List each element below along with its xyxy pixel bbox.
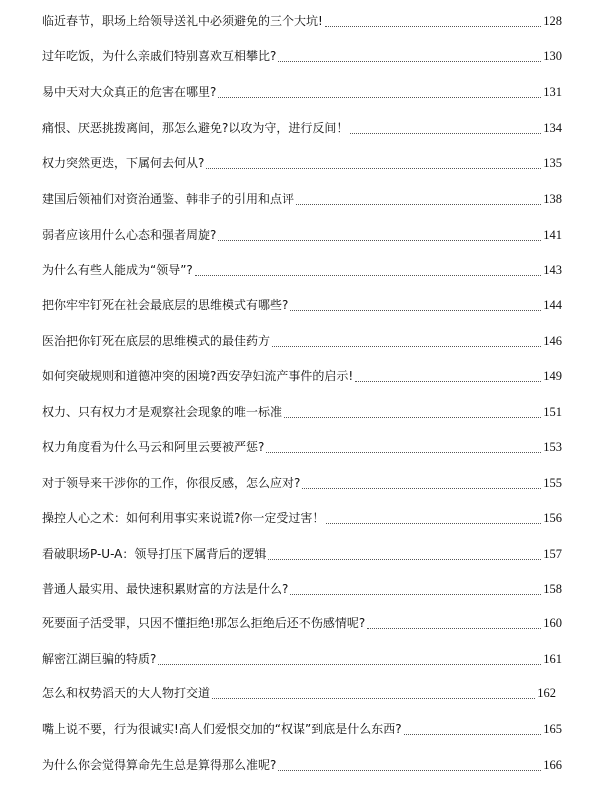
- toc-entry[interactable]: [42, 545, 562, 565]
- toc-entry-page: 138: [543, 192, 562, 206]
- toc-entry-title: 把你牢牢钉死在社会最底层的思维模式有哪些?: [42, 298, 289, 312]
- dot-leader: [296, 204, 541, 205]
- toc-entry-title: 权力、只有权力才是观察社会现象的唯一标准: [42, 405, 283, 419]
- dot-leader: [266, 452, 541, 453]
- dot-leader: [268, 559, 541, 560]
- dot-leader: [218, 97, 541, 98]
- toc-entry[interactable]: [42, 226, 562, 246]
- toc-entry-page: 134: [543, 121, 562, 135]
- toc-entry-page: 130: [543, 49, 562, 63]
- toc-entry[interactable]: [42, 47, 562, 67]
- toc-entry-page: 165: [543, 722, 562, 736]
- toc-entry[interactable]: [42, 438, 562, 458]
- toc-entry-title: 弱者应该用什么心态和强者周旋?: [42, 228, 217, 242]
- toc-entry-title: 易中天对大众真正的危害在哪里?: [42, 85, 217, 99]
- toc-entry-page: 135: [543, 156, 562, 170]
- toc-entry-page: 131: [543, 85, 562, 99]
- toc-entry-title: 过年吃饭，为什么亲戚们特别喜欢互相攀比?: [42, 49, 277, 63]
- toc-entry-page: 146: [543, 334, 562, 348]
- toc-entry[interactable]: [42, 12, 562, 32]
- toc-entry-title: 医治把你钉死在底层的思维模式的最佳药方: [42, 334, 271, 348]
- toc-entry-page: 144: [543, 298, 562, 312]
- toc-entry-title: 权力角度看为什么马云和阿里云要被严惩?: [42, 440, 265, 454]
- dot-leader: [290, 310, 541, 311]
- dot-leader: [404, 734, 542, 735]
- toc-entry-page: 151: [543, 405, 562, 419]
- dot-leader: [158, 664, 541, 665]
- toc-entry[interactable]: [42, 83, 562, 103]
- dot-leader: [284, 417, 541, 418]
- toc-entry[interactable]: [42, 509, 562, 529]
- dot-leader: [367, 628, 541, 629]
- dot-leader: [302, 488, 541, 489]
- toc-entry[interactable]: [42, 403, 562, 423]
- toc-entry[interactable]: [42, 296, 562, 316]
- toc-entry[interactable]: [42, 190, 562, 210]
- toc-entry-page: 149: [543, 369, 562, 383]
- dot-leader: [350, 133, 541, 134]
- dot-leader: [326, 523, 541, 524]
- dot-leader: [325, 26, 541, 27]
- dot-leader: [218, 240, 541, 241]
- toc-entry[interactable]: [42, 119, 562, 139]
- toc-entry[interactable]: [42, 756, 562, 776]
- toc-entry[interactable]: [42, 367, 562, 387]
- toc-entry-title: 操控人心之术：如何利用事实来说谎?你一定受过害！: [42, 511, 325, 525]
- toc-entry-page: 141: [543, 228, 562, 242]
- toc-entry-title: 权力突然更迭，下属何去何从?: [42, 156, 205, 170]
- toc-entry-page: 143: [543, 263, 562, 277]
- dot-leader: [195, 275, 541, 276]
- toc-entry-title: 死要面子活受罪，只因不懂拒绝!那怎么拒绝后还不伤感情呢?: [42, 616, 366, 630]
- dot-leader: [278, 770, 541, 771]
- toc-entry-page: 160: [543, 616, 562, 630]
- toc-entry[interactable]: [42, 650, 562, 670]
- toc-entry-page: 156: [543, 511, 562, 525]
- toc-entry-title: 建国后领袖们对资治通鉴、韩非子的引用和点评: [42, 192, 295, 206]
- dot-leader: [212, 698, 535, 699]
- toc-entry-title: 怎么和权势滔天的大人物打交道: [42, 686, 211, 700]
- toc-entry-page: 158: [543, 582, 562, 596]
- toc-entry-title: 为什么你会觉得算命先生总是算得那么准呢?: [42, 758, 277, 772]
- dot-leader: [206, 168, 541, 169]
- toc-entry-title: 临近春节，职场上给领导送礼中必须避免的三个大坑!: [42, 14, 323, 28]
- toc-entry-title: 为什么有些人能成为“领导”?: [42, 263, 193, 277]
- toc-entry[interactable]: [42, 684, 556, 704]
- toc-entry[interactable]: [42, 614, 562, 634]
- toc-entry[interactable]: [42, 474, 562, 494]
- toc-entry[interactable]: [42, 261, 562, 281]
- toc-entry-page: 128: [543, 14, 562, 28]
- toc-entry-page: 161: [543, 652, 562, 666]
- toc-entry-page: 155: [543, 476, 562, 490]
- dot-leader: [278, 61, 541, 62]
- toc-entry-title: 普通人最实用、最快速积累财富的方法是什么?: [42, 582, 289, 596]
- dot-leader: [272, 346, 541, 347]
- toc-entry-page: 157: [543, 547, 562, 561]
- toc-entry-title: 对于领导来干涉你的工作，你很反感，怎么应对?: [42, 476, 301, 490]
- toc-entry-title: 看破职场P-U-A：领导打压下属背后的逻辑: [42, 547, 267, 561]
- toc-entry-page: 162: [537, 686, 556, 700]
- toc-entry-title: 嘴上说不要，行为很诚实!高人们爱恨交加的“权谋”到底是什么东西?: [42, 722, 402, 736]
- dot-leader: [290, 594, 541, 595]
- toc-entry-page: 153: [543, 440, 562, 454]
- toc-entry[interactable]: [42, 154, 562, 174]
- toc-entry-title: 痛恨、厌恶挑拨离间，那怎么避免?以攻为守，进行反间！: [42, 121, 349, 135]
- toc-entry[interactable]: [42, 332, 562, 352]
- toc-entry[interactable]: [42, 580, 562, 600]
- toc-entry-title: 解密江湖巨骗的特质?: [42, 652, 157, 666]
- dot-leader: [355, 381, 541, 382]
- toc-entry-title: 如何突破规则和道德冲突的困境?西安孕妇流产事件的启示!: [42, 369, 354, 383]
- toc-entry[interactable]: [42, 720, 562, 740]
- toc-entry-page: 166: [543, 758, 562, 772]
